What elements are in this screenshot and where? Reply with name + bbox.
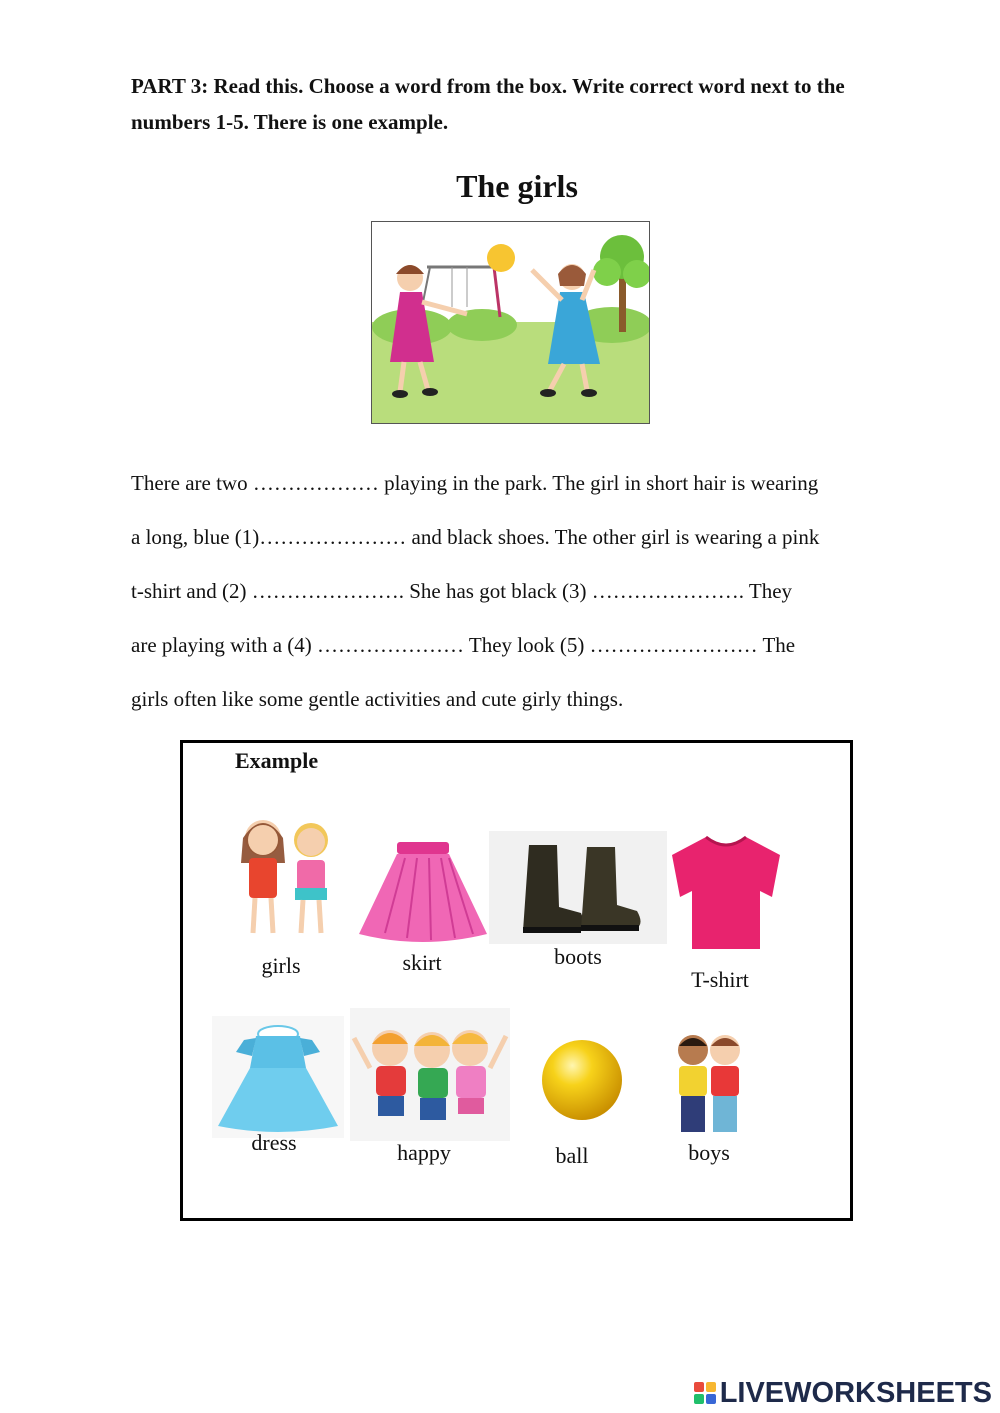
tshirt-picture <box>668 833 784 953</box>
passage-line <box>131 564 906 618</box>
word-ball: ball <box>555 1143 589 1168</box>
passage-line-text: are playing with a (4) ………………… They look (5) …………………… The <box>131 633 796 657</box>
passage-line-text: t-shirt and (2) …………………. She has got black (3) …………………. They <box>131 579 793 603</box>
boys-picture <box>665 1030 753 1140</box>
happy-picture <box>350 1008 510 1141</box>
liveworksheets-logo <box>694 1373 992 1413</box>
instructions: PART 3: Read this. Choose a word from the box. Write correct word next to the numbers 1-5. There is one example. <box>131 74 845 134</box>
word-boots: boots <box>554 944 602 969</box>
word-girls: girls <box>261 953 301 978</box>
passage-line <box>131 618 906 672</box>
dress-picture <box>212 1016 344 1138</box>
page-title: The girls <box>456 168 578 204</box>
passage-line-text: a long, blue (1)………………… and black shoes. The other girl is wearing a pink <box>131 525 820 549</box>
word-skirt: skirt <box>402 950 442 975</box>
passage-line <box>131 510 906 564</box>
girls-picture <box>225 808 345 943</box>
passage-line-text: girls often like some gentle activities and cute girly things. <box>131 687 624 711</box>
park-scene-image <box>372 222 650 424</box>
passage-line <box>131 456 906 510</box>
boots-picture <box>489 831 667 944</box>
word-dress: dress <box>251 1130 297 1155</box>
example-label: Example <box>235 748 319 773</box>
ball-picture <box>540 1038 624 1122</box>
brand-name: LIVEWORKSHEETS <box>719 1376 992 1409</box>
passage-line-text: There are two ……………… playing in the park. The girl in short hair is wearing <box>131 471 819 495</box>
word-happy: happy <box>397 1140 451 1165</box>
story-passage <box>131 456 906 726</box>
word-tshirt: T-shirt <box>691 967 749 992</box>
park-scene-illustration <box>371 221 650 424</box>
logo-icon <box>694 1382 716 1404</box>
passage-line <box>131 672 906 726</box>
skirt-picture <box>355 838 490 946</box>
word-boys: boys <box>688 1140 730 1165</box>
